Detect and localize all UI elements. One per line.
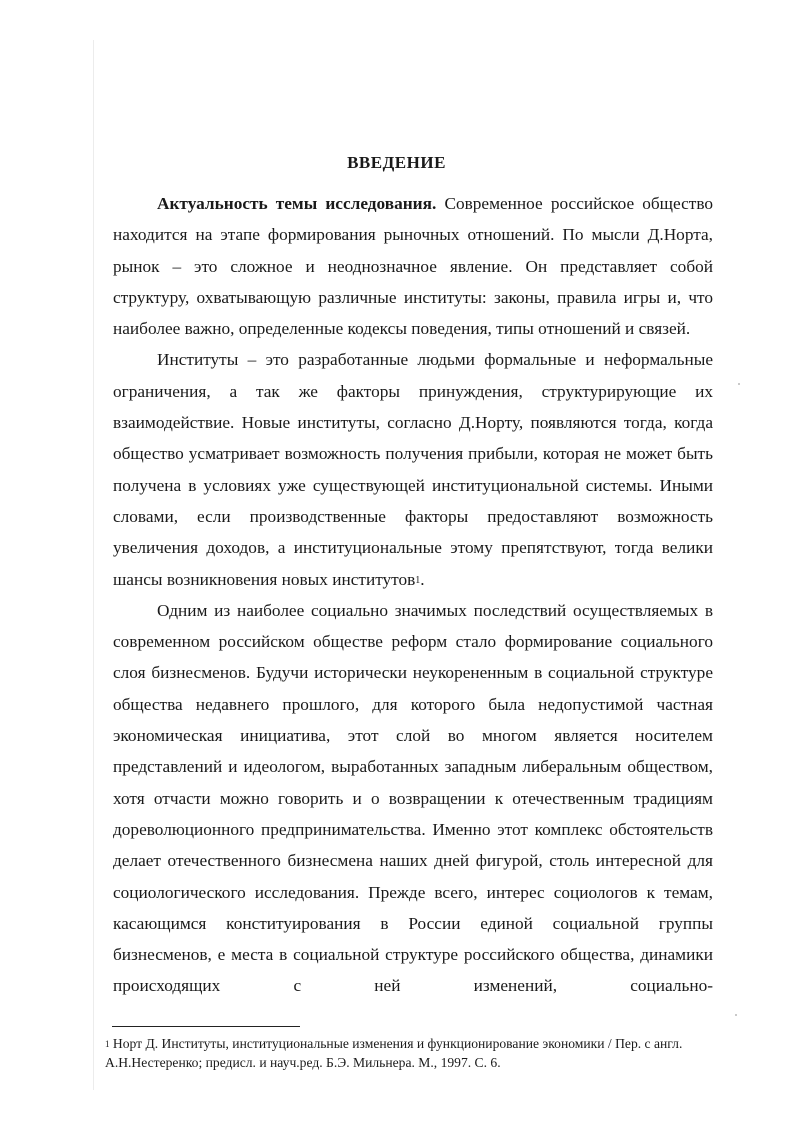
paragraph-text: Современное российское общество находится на этапе формирования рыночных отношений. По мысли Д.Норта, рынок – это сложное и неоднозначное явление. Он представляет собой структуру, охватывающую различные институты: законы, правила игры и, что наиболее важно, определенные кодексы поведения, типы отношений и связей. (113, 194, 713, 339)
scan-speck (738, 383, 740, 385)
footnote-text: Норт Д. Институты, институциональные изменения и функционирование экономики / Пер. с англ. А.Н.Нестеренко; предисл. и науч.ред. Б.Э. Мильнера. М., 1997. С. 6. (105, 1036, 683, 1070)
footnote-number: 1 (105, 1039, 110, 1049)
footnote (105, 1034, 725, 1072)
paragraph-lead: Актуальность темы исследования. (157, 194, 437, 213)
page-title: ВВЕДЕНИЕ (347, 153, 446, 172)
paragraph-text: Одним из наиболее социально значимых последствий осуществляемых в современном российском обществе реформ стало формирование социального слоя бизнесменов. Будучи исторически неукорененным в социальной структуре общества недавнего прошлого, для которого была недопустимой частная экономическая инициатива, этот слой во многом является носителем представлений и идеологом, выработанных западным либеральным обществом, хотя отчасти можно говорить и о возвращении к отечественным традициям дореволюционного предпринимательства. Именно этот комплекс обстоятельств делает отечественного бизнесмена наших дней фигурой, столь интересной для социологического исследования. Прежде всего, интерес социологов к темам, касающимся конституирования в России единой социальной группы бизнесменов, е места в социальной структуре российского общества, динамики происходящих с ней изменений, социально- (113, 600, 713, 996)
paragraph-tail: . (420, 569, 425, 589)
paragraph-text: Институты – это разработанные людьми формальные и неформальные ограничения, а так же факторы принуждения, структурирующие их взаимодействие. Новые институты, согласно Д.Норту, появляются тогда, когда общество усматривает возможность получения прибыли, которая не может быть получена в условиях уже существующей институциональной системы. Иными словами, если производственные факторы предоставляют возможность увеличения доходов, а институциональные этому препятствуют, тогда велики шансы возникновения новых институтов (113, 350, 713, 589)
paragraph-institutions (113, 344, 713, 594)
paragraph-relevance (113, 188, 713, 344)
footnote-separator (112, 1026, 300, 1027)
body-text (113, 188, 713, 1002)
paragraph-businessmen (113, 595, 713, 1002)
scan-speck (735, 1014, 737, 1016)
footnote-reference[interactable]: 1 (415, 574, 421, 586)
scan-edge-line (93, 40, 94, 1090)
